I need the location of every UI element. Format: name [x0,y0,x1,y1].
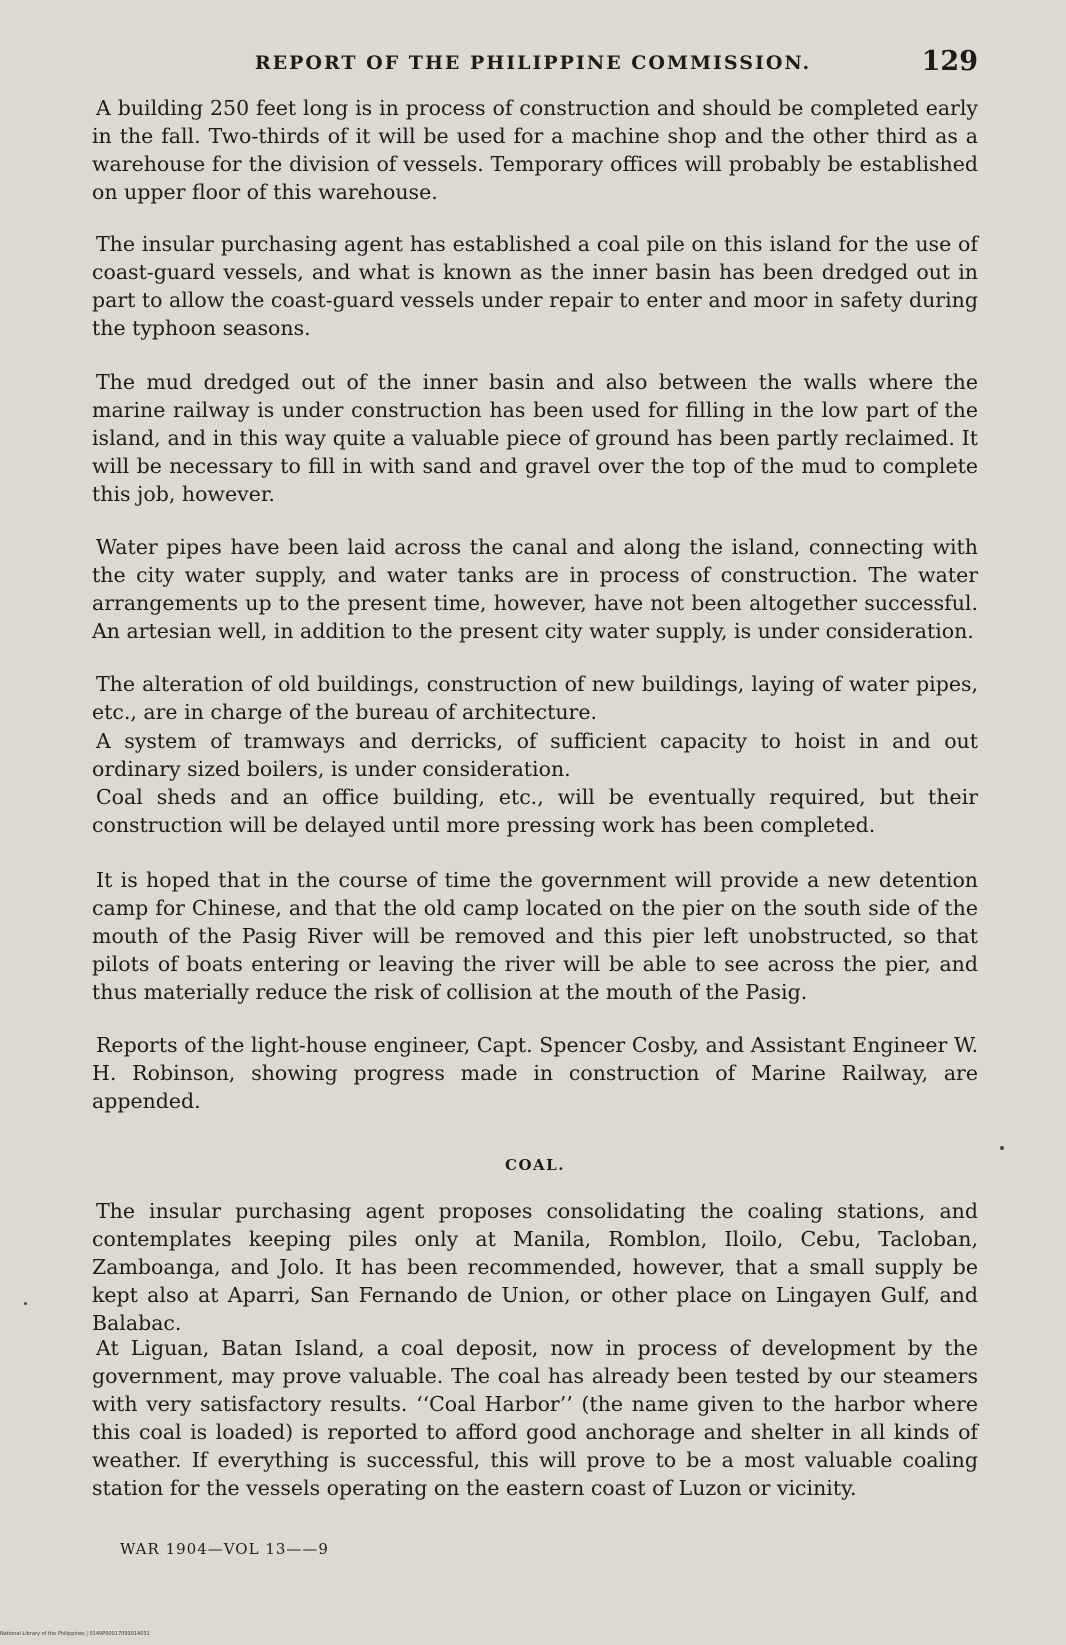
paragraph-tramways: A system of tramways and derricks, of sufficient capacity to hoist in and out ordinary sized boilers, is under consideration. [92,729,978,781]
footer-note: National Library of the Philippines | 0149P00017093014031 [0,1631,150,1637]
page-header [88,46,978,86]
page-number: 129 [921,46,978,77]
paragraph-alteration: The alteration of old buildings, construction of new buildings, laying of water pipes, etc., are in charge of the bureau of architecture. [92,672,978,724]
running-head: REPORT OF THE PHILIPPINE COMMISSION. [254,52,812,74]
paragraph-reports: Reports of the light-house engineer, Capt. Spencer Cosby, and Assistant Engineer W. H. Robinson, showing progress made in construction of Marine Railway, are appended. [92,1033,978,1113]
paragraph-coal-sheds: Coal sheds and an office building, etc., will be eventually required, but their construction will be delayed until more pressing work has been completed. [92,785,978,837]
section-heading-coal: COAL. [505,1156,565,1174]
paragraph-coaling-stations: The insular purchasing agent proposes consolidating the coaling stations, and contemplates keeping piles only at Manila, Romblon, Iloilo, Cebu, Tacloban, Zamboanga, and Jolo. It has been recommended, however, that a small supply be kept also at Aparri, San Fernando de Union, or other place on Lingayen Gulf, and Balabac. [92,1199,978,1335]
paragraph-coal-pile: The insular purchasing agent has established a coal pile on this island for the use of coast-guard vessels, and what is known as the inner basin has been dredged out in part to allow the coast-guard vessels under repair to enter and moor in safety during the typhoon seasons. [92,232,978,340]
signature-mark: WAR 1904—VOL 13——9 [120,1540,329,1558]
ink-speck [24,1302,27,1305]
paragraph-mud-dredged: The mud dredged out of the inner basin and also between the walls where the marine railway is under construction has been used for filling in the low part of the island, and in this way quite a valuable piece of ground has been partly reclaimed. It will be necessary to fill in with sand and gravel over the top of the mud to complete this job, however. [92,370,978,506]
ink-speck [1000,1146,1004,1150]
paragraph-detention-camp: It is hoped that in the course of time the government will provide a new detention camp for Chinese, and that the old camp located on the pier on the south side of the mouth of the Pasig River will be removed and this pier left unobstructed, so that pilots of boats entering or leaving the river will be able to see across the pier, and thus materially reduce the risk of collision at the mouth of the Pasig. [92,868,978,1004]
paragraph-water-pipes: Water pipes have been laid across the canal and along the island, connecting with the city water supply, and water tanks are in process of construction. The water arrangements up to the present time, however, have not been altogether successful. An artesian well, in addition to the present city water supply, is under consideration. [92,535,978,643]
paragraph-liguan: At Liguan, Batan Island, a coal deposit, now in process of development by the government, may prove valuable. The coal has already been tested by our steamers with very satisfactory results. ‘‘Coal Harbor’’ (the name given to the harbor where this coal is loaded) is reported to afford good anchorage and shelter in all kinds of weather. If everything is successful, this will prove to be a most valuable coaling station for the vessels operating on the eastern coast of Luzon or vicinity. [92,1336,978,1500]
paragraph-building: A building 250 feet long is in process of construction and should be completed early in the fall. Two-thirds of it will be used for a machine shop and the other third as a warehouse for the division of vessels. Temporary offices will probably be established on upper floor of this warehouse. [92,96,978,204]
